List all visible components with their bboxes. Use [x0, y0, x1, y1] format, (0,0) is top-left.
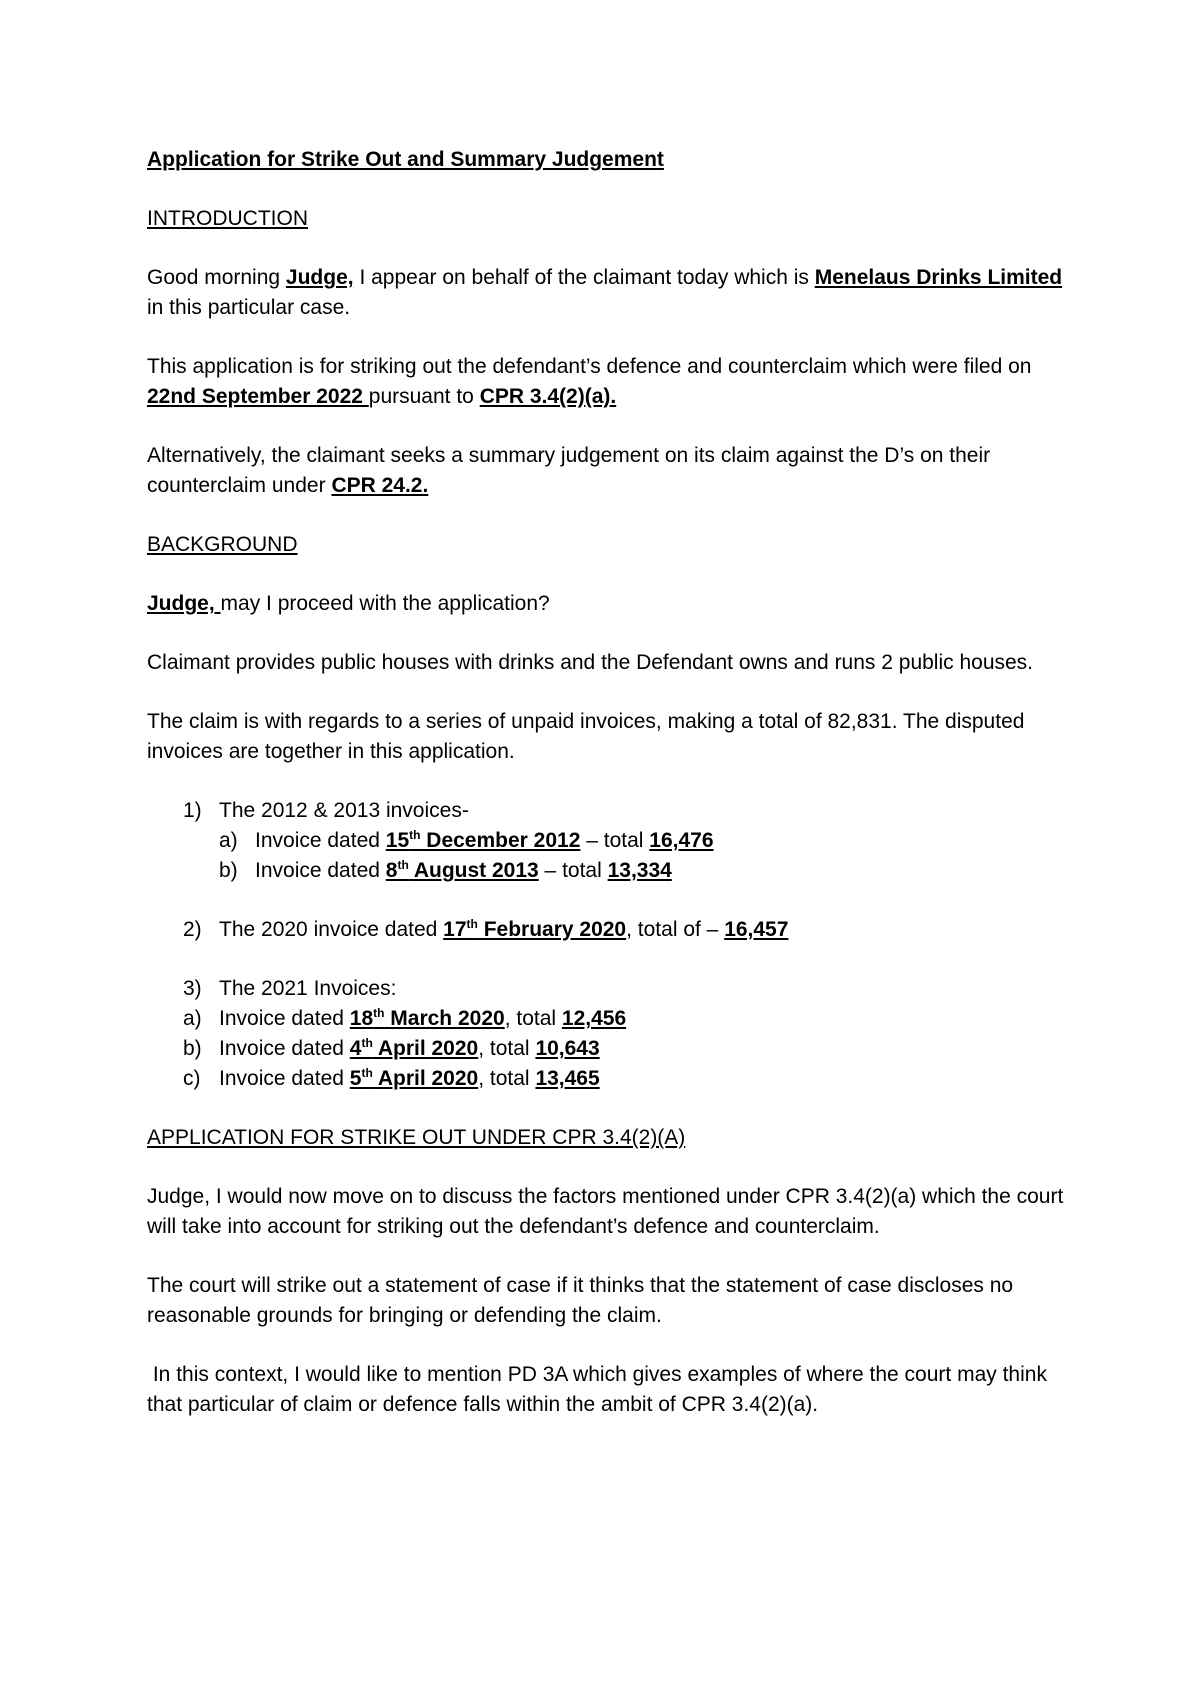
background-paragraph-2: Claimant provides public houses with drinks and the Defendant owns and runs 2 public houses.: [147, 651, 1034, 674]
document-body: [147, 145, 1067, 1420]
section-heading-introduction: INTRODUCTION: [147, 207, 308, 230]
invoice-item: a) Invoice dated 15th December 2012 – total 16,476: [219, 828, 714, 852]
invoice-group-1: 1) The 2012 & 2013 invoices-: [183, 799, 469, 822]
intro-paragraph-3: Alternatively, the claimant seeks a summary judgement on its claim against the D’s on their counterclaim under CPR 24.2.: [147, 444, 991, 497]
background-paragraph-1: Judge, may I proceed with the application?: [147, 592, 550, 615]
strike-out-paragraph-2: The court will strike out a statement of case if it thinks that the statement of case discloses no reasonable grounds for bringing or defending the claim.: [147, 1274, 1014, 1327]
strike-out-paragraph-1: Judge, I would now move on to discuss the factors mentioned under CPR 3.4(2)(a) which the court will take into account for striking out the defendant’s defence and counterclaim.: [147, 1185, 1064, 1238]
invoice-group-2: 2) The 2020 invoice dated 17th February 2020, total of – 16,457: [183, 917, 789, 941]
invoice-item: a) Invoice dated 18th March 2020, total 12,456: [183, 1006, 627, 1030]
background-paragraph-3: The claim is with regards to a series of unpaid invoices, making a total of 82,831. The disputed invoices are together in this application.: [147, 710, 1025, 763]
intro-paragraph-1: Good morning Judge, I appear on behalf of the claimant today which is Menelaus Drinks Limited in this particular case.: [147, 266, 1063, 319]
invoice-item: b) Invoice dated 8th August 2013 – total 13,334: [219, 858, 672, 882]
section-heading-background: BACKGROUND: [147, 533, 298, 556]
intro-paragraph-2: This application is for striking out the defendant’s defence and counterclaim which were filed on 22nd September 2022 pursuant to CPR 3.4(2)(a).: [147, 355, 1032, 408]
document-title: Application for Strike Out and Summary Judgement: [147, 148, 664, 171]
invoice-group-3: 3) The 2021 Invoices:: [183, 977, 397, 1000]
section-heading-strike-out: APPLICATION FOR STRIKE OUT UNDER CPR 3.4(2)(A): [147, 1126, 686, 1149]
claimant-name: Menelaus Drinks Limited: [814, 266, 1063, 289]
invoice-item: b) Invoice dated 4th April 2020, total 10,643: [183, 1036, 600, 1060]
invoice-item: c) Invoice dated 5th April 2020, total 13,465: [183, 1066, 600, 1090]
strike-out-paragraph-3: In this context, I would like to mention PD 3A which gives examples of where the court may think that particular of claim or defence falls within the ambit of CPR 3.4(2)(a).: [147, 1363, 1053, 1416]
